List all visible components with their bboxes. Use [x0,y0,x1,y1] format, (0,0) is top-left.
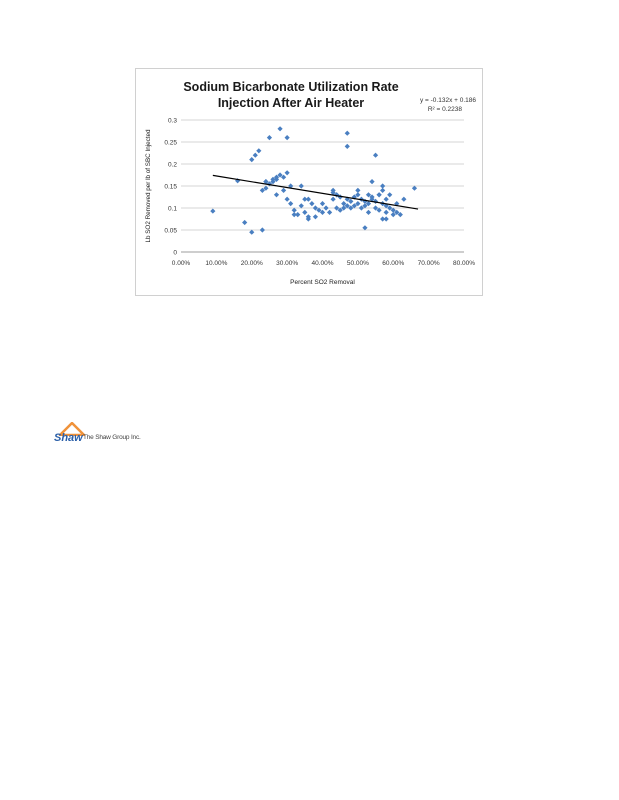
data-point [366,210,371,215]
y-tick-label: 0.15 [164,183,177,191]
logo-tagline: The Shaw Group Inc. [83,434,141,441]
data-point [299,203,304,208]
y-tick-label: 0.25 [164,139,177,147]
chart-title-line: Sodium Bicarbonate Utilization Rate [183,80,399,94]
x-tick-label: 30.00% [276,260,299,267]
y-tick-label: 0.05 [164,227,177,235]
data-point [253,153,258,158]
x-tick-label: 70.00% [417,260,440,267]
trendline-equation: y = -0.132x + 0.186 [419,97,476,104]
data-point [281,188,286,193]
data-point [384,216,389,221]
data-point [401,197,406,202]
x-tick-label: 80.00% [452,260,476,267]
data-point [242,220,247,225]
data-point [387,192,392,197]
data-point [412,186,417,191]
data-point [285,170,290,175]
data-point [362,225,367,230]
data-point [373,153,378,158]
x-tick-label: 60.00% [382,260,405,267]
x-tick-label: 10.00% [205,260,228,267]
data-point [299,183,304,188]
data-point [309,201,314,206]
data-point [369,179,374,184]
x-tick-label: 20.00% [240,260,263,267]
x-tick-label: 40.00% [311,260,334,267]
data-point [380,188,385,193]
data-point [313,214,318,219]
x-axis-label: Percent SO2 Removal [290,279,355,286]
data-point [306,197,311,202]
data-point [295,212,300,217]
data-point [285,135,290,140]
y-tick-label: 0.2 [167,161,177,169]
data-point [249,157,254,162]
y-tick-label: 0.3 [167,117,177,125]
y-axis-label: Lb SO2 Removed per lb of SBC Injected [145,129,152,243]
x-tick-label: 0.00% [171,260,191,267]
trendline-group [213,175,418,209]
logo-wordmark: Shaw [54,432,83,444]
data-point [323,205,328,210]
y-tick-label: 0.1 [167,205,177,213]
data-point [260,227,265,232]
shaw-logo [54,422,174,448]
data-point [256,148,261,153]
data-point [285,197,290,202]
x-tick-label: 50.00% [346,260,369,267]
data-point [210,208,215,213]
data-point [249,230,254,235]
data-point [327,210,332,215]
data-point [274,192,279,197]
data-point [302,210,307,215]
data-point [345,131,350,136]
data-point [277,126,282,131]
data-point [345,144,350,149]
data-point [377,192,382,197]
data-point [267,135,272,140]
chart-text [145,80,476,286]
scatter-chart [136,69,484,297]
r-squared: R² = 0.2238 [427,106,462,113]
trendline [213,175,418,209]
data-point [288,201,293,206]
data-point [384,210,389,215]
grid-lines [181,120,464,252]
data-point [331,197,336,202]
chart-title-line: Injection After Air Heater [217,96,365,110]
y-tick-label: 0 [173,249,177,257]
data-point [384,197,389,202]
data-point [355,188,360,193]
data-point [320,201,325,206]
chart-frame [135,68,483,296]
